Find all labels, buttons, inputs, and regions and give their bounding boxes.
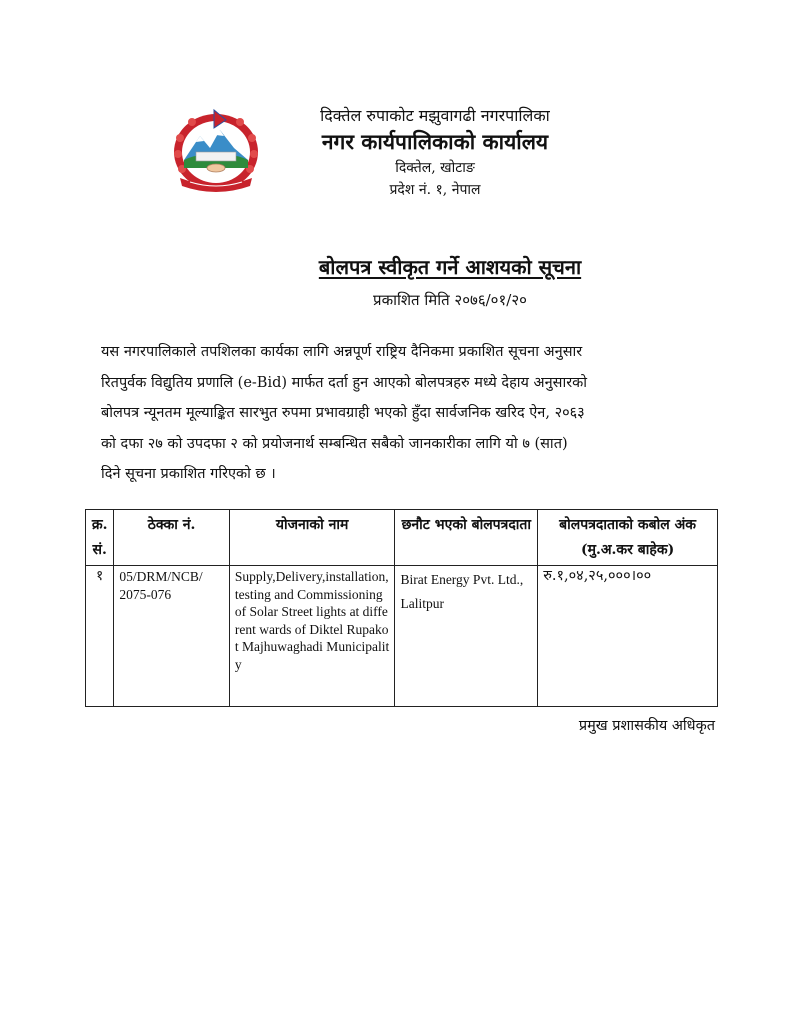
published-date: प्रकाशित मिति २०७६/०१/२० bbox=[373, 291, 527, 309]
nepal-government-emblem-icon bbox=[170, 108, 262, 194]
cell-amount: रु.१,०४,२५,०००।०० bbox=[538, 566, 718, 707]
municipality-name: दिक्तेल रुपाकोट मझुवागढी नगरपालिका bbox=[320, 106, 550, 125]
cell-scheme-name: Supply,Delivery,installation,testing and Commissioning of Solar Street lights at different wards of Diktel Rupakot Majhuwaghadi Municipality bbox=[229, 566, 395, 707]
header-scheme-name: योजनाको नाम bbox=[229, 510, 395, 566]
office-name: नगर कार्यपालिकाको कार्यालय bbox=[321, 129, 549, 154]
body-line: यस नगरपालिकाले तपशिलका कार्यका लागि अन्नपूर्ण राष्ट्रिय दैनिकमा प्रकाशित सूचना अनुसार bbox=[101, 344, 583, 360]
table-header-row bbox=[86, 510, 718, 566]
office-header bbox=[270, 105, 600, 201]
cell-bidder: Birat Energy Pvt. Ltd., Lalitpur bbox=[395, 566, 538, 707]
office-address: दिक्तेल, खोटाङ bbox=[395, 160, 475, 176]
cell-contract-no: 05/DRM/NCB/ 2075-076 bbox=[114, 566, 230, 707]
notice-body bbox=[101, 337, 713, 490]
signatory: प्रमुख प्रशासकीय अधिकृत bbox=[578, 718, 715, 734]
header-contract-no: ठेक्का नं. bbox=[114, 510, 230, 566]
header-sn: क्र. सं. bbox=[86, 510, 114, 566]
cell-sn: १ bbox=[86, 566, 114, 707]
notice-title bbox=[240, 253, 660, 281]
notice-title-text: बोलपत्र स्वीकृत गर्ने आशयको सूचना bbox=[318, 255, 582, 279]
body-line: को दफा २७ को उपदफा २ को प्रयोजनार्थ सम्बन्धित सबैको जानकारीका लागि यो ७ (सात) bbox=[101, 435, 568, 452]
body-line: दिने सूचना प्रकाशित गरिएको छ । bbox=[101, 466, 276, 482]
bid-table bbox=[85, 509, 718, 707]
header-bidder: छनौट भएको बोलपत्रदाता bbox=[395, 510, 538, 566]
header-amount: बोलपत्रदाताको कबोल अंक (मु.अ.कर बाहेक) bbox=[538, 510, 718, 566]
table-row bbox=[86, 566, 718, 707]
body-line: बोलपत्र न्यूनतम मूल्याङ्कित सारभुत रुपमा प्रभावग्राही भएको हुँदा सार्वजनिक खरिद ऐन, २०६३ bbox=[101, 405, 585, 421]
province-line: प्रदेश नं. १, नेपाल bbox=[389, 182, 481, 198]
body-line: रितपुर्वक विद्युतिय प्रणालि (e-Bid) मार्फत दर्ता हुन आएको बोलपत्रहरु मध्ये देहाय अनुसारको bbox=[101, 374, 588, 391]
